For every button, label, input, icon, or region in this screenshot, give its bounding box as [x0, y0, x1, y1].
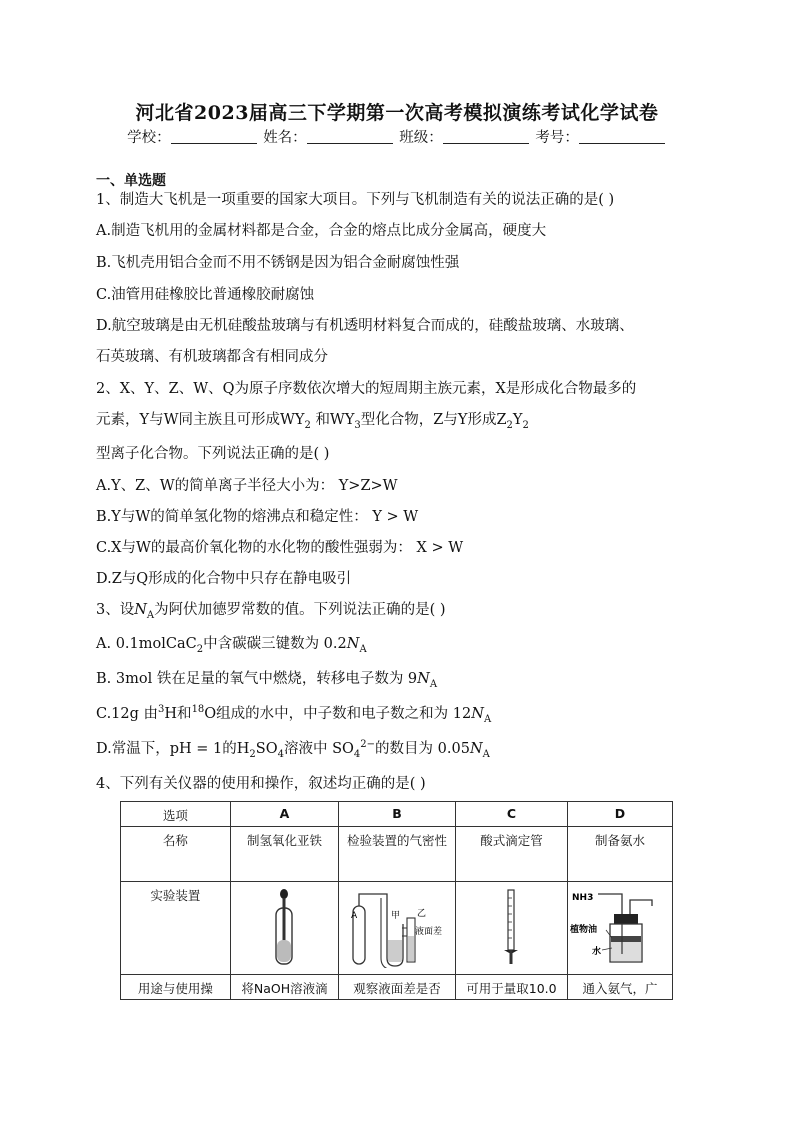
exam-number-label: 考号： — [535, 130, 579, 146]
gas-washing-bottle-icon — [570, 888, 670, 970]
label-yi: 乙 — [417, 909, 427, 919]
use-row-label: 用途与使用操 — [121, 975, 231, 1000]
class-blank[interactable] — [443, 129, 529, 144]
section-title: 一、单选题 — [96, 173, 166, 189]
q1-option-d: D.航空玻璃是由无机硅酸盐玻璃与有机透明材料复合而成的，硅酸盐玻璃、水玻璃、 — [96, 318, 634, 334]
q1-stem: 1、制造大飞机是一项重要的国家大项目。下列与飞机制造有关的说法正确的是( ) — [96, 192, 615, 208]
apparatus-d-cell — [568, 882, 673, 975]
use-d: 通入氨气，广 — [568, 975, 673, 1000]
name-b: 检验装置的气密性 — [339, 827, 456, 882]
exam-number-blank[interactable] — [579, 129, 665, 144]
q1-option-d-cont: 石英玻璃、有机玻璃都含有相同成分 — [96, 349, 328, 365]
q3-option-b: B. 3mol 铁在足量的氧气中燃烧，转移电子数为 $9N_A$ — [96, 671, 438, 690]
name-d: 制备氨水 — [568, 827, 673, 882]
q2-option-a: A.Y、Z、W的简单离子半径大小为： Y>Z>W — [96, 478, 398, 494]
apparatus-b-cell — [339, 882, 456, 975]
q1-option-b: B.飞机壳用铝合金而不用不锈钢是因为铝合金耐腐蚀性强 — [96, 255, 460, 271]
apparatus-c-cell — [455, 882, 567, 975]
header-option: 选项 — [121, 802, 231, 827]
q4-instrument-table — [120, 801, 673, 1000]
class-label: 班级： — [399, 130, 443, 146]
q2-option-b: B.Y与W的简单氢化物的熔沸点和稳定性： Y > W — [96, 509, 419, 525]
q2-option-d: D.Z与Q形成的化合物中只存在静电吸引 — [96, 571, 352, 587]
name-blank[interactable] — [307, 129, 393, 144]
exam-title: 河北省2023届高三下学期第一次高考模拟演练考试化学试卷 — [135, 102, 659, 124]
header-c: C — [455, 802, 567, 827]
label-level-diff: 液面差 — [415, 927, 443, 937]
label-a: A — [351, 911, 358, 921]
header-d: D — [568, 802, 673, 827]
name-row-label: 名称 — [121, 827, 231, 882]
q3-stem: 3、设$N_A$为阿伏加德罗常数的值。下列说法正确的是( ) — [96, 602, 446, 621]
q4-stem: 4、下列有关仪器的使用和操作，叙述均正确的是( ) — [96, 776, 426, 792]
table-header-row — [121, 802, 673, 827]
table-name-row — [121, 827, 673, 882]
school-label: 学校： — [127, 130, 171, 146]
apparatus-row-label: 实验装置 — [121, 882, 231, 975]
label-water: 水 — [592, 947, 602, 957]
header-b: B — [339, 802, 456, 827]
q1-option-c: C.油管用硅橡胶比普通橡胶耐腐蚀 — [96, 287, 315, 303]
q1-option-a: A.制造飞机用的金属材料都是合金，合金的熔点比成分金属高，硬度大 — [96, 223, 547, 239]
q3-option-d: D.常温下，pH = 1的$H_2SO_4$溶液中 $SO_4^{2-}$的数目为 $0.05N_A$ — [96, 739, 490, 760]
label-oil: 植物油 — [570, 925, 598, 935]
use-b: 观察液面差是否 — [339, 975, 456, 1000]
q2-option-c: C.X与W的最高价氧化物的水化物的酸性强弱为： X > W — [96, 540, 464, 556]
name-label: 姓名： — [263, 130, 307, 146]
school-blank[interactable] — [171, 129, 257, 144]
apparatus-a-cell — [230, 882, 338, 975]
use-a: 将NaOH溶液滴 — [230, 975, 338, 1000]
table-use-row — [121, 975, 673, 1000]
burette-icon — [496, 888, 526, 968]
label-nh3: NH3 — [572, 893, 594, 903]
use-c: 可用于量取10.0 — [455, 975, 567, 1000]
label-jia: 甲 — [391, 911, 401, 921]
q2-stem-end: 型离子化合物。下列说法正确的是( ) — [96, 446, 330, 462]
name-c: 酸式滴定管 — [455, 827, 567, 882]
q3-option-a: A. 0.1molCaC$_2$中含碳碳三键数为 $0.2N_A$ — [96, 636, 367, 655]
q3-option-c: C.12g 由$^3$H和$^{18}$O组成的水中，中子数和电子数之和为 $12N_A$ — [96, 704, 492, 725]
q2-stem: 2、X、Y、Z、W、Q为原子序数依次增大的短周期主族元素，X是形成化合物最多的 — [96, 381, 637, 397]
student-info-row — [0, 126, 794, 147]
name-a: 制氢氧化亚铁 — [230, 827, 338, 882]
airtightness-apparatus-icon — [347, 888, 447, 968]
test-tube-dropper-icon — [264, 888, 304, 966]
header-a: A — [230, 802, 338, 827]
q2-stem-cont: 元素，Y与W同主族且可形成$WY_2$ 和$WY_3$型化合物，Z与Y形成$Z_2Y_2$ — [96, 412, 529, 431]
table-apparatus-row — [121, 882, 673, 975]
